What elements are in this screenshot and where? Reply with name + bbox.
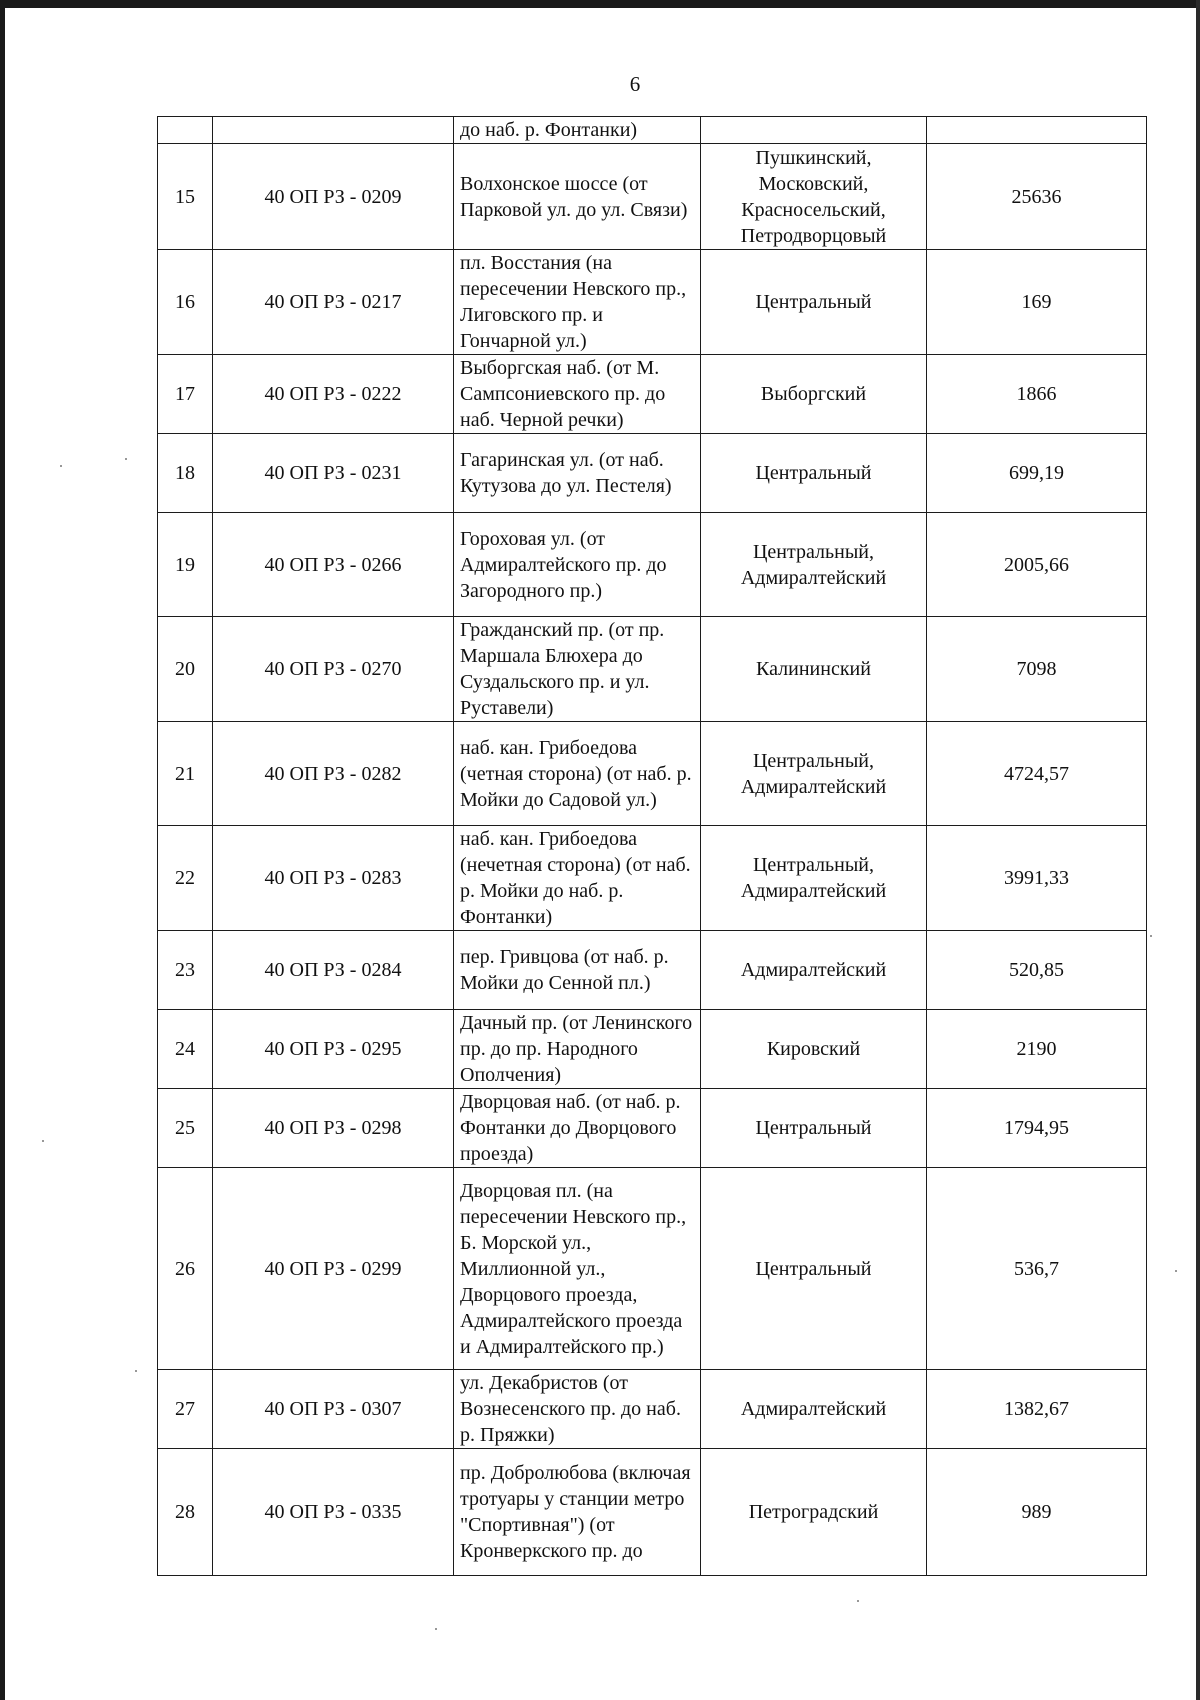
road-description: до наб. р. Фонтанки) (454, 117, 701, 144)
scan-border-left (0, 0, 5, 1700)
road-description: Гражданский пр. (от пр. Маршала Блюхера до Суздальского пр. и ул. Руставели) (454, 617, 701, 722)
road-id: 40 ОП РЗ - 0298 (213, 1089, 454, 1168)
district: Центральный (701, 434, 927, 513)
area-value: 989 (927, 1449, 1147, 1576)
table-row (158, 250, 1147, 355)
road-id (213, 117, 454, 144)
scan-speck (60, 465, 62, 467)
district: Центральный, Адмиралтейский (701, 826, 927, 931)
area-value: 520,85 (927, 931, 1147, 1010)
road-description: наб. кан. Грибоедова (нечетная сторона) (от наб. р. Мойки до наб. р. Фонтанки) (454, 826, 701, 931)
row-number (158, 117, 213, 144)
area-value: 1866 (927, 355, 1147, 434)
table-row (158, 1010, 1147, 1089)
scan-speck (1150, 935, 1152, 937)
area-value: 3991,33 (927, 826, 1147, 931)
area-value: 4724,57 (927, 722, 1147, 826)
road-register-table (157, 116, 1147, 1576)
road-id: 40 ОП РЗ - 0231 (213, 434, 454, 513)
row-number: 28 (158, 1449, 213, 1576)
area-value (927, 117, 1147, 144)
scan-speck (435, 1628, 437, 1630)
district (701, 117, 927, 144)
road-description: ул. Декабристов (от Вознесенского пр. до наб. р. Пряжки) (454, 1370, 701, 1449)
road-description: Выборгская наб. (от М. Сампсониевского пр. до наб. Черной речки) (454, 355, 701, 434)
area-value: 2190 (927, 1010, 1147, 1089)
road-description: Дачный пр. (от Ленинского пр. до пр. Народного Ополчения) (454, 1010, 701, 1089)
road-id: 40 ОП РЗ - 0307 (213, 1370, 454, 1449)
scan-speck (135, 1370, 137, 1372)
table-row (158, 434, 1147, 513)
scan-speck (125, 458, 127, 460)
row-number: 23 (158, 931, 213, 1010)
table-row (158, 931, 1147, 1010)
row-number: 20 (158, 617, 213, 722)
district: Центральный (701, 1168, 927, 1370)
scan-border-top (0, 0, 1200, 8)
area-value: 1382,67 (927, 1370, 1147, 1449)
row-number: 17 (158, 355, 213, 434)
table-row (158, 1168, 1147, 1370)
scan-speck (857, 1600, 859, 1602)
road-id: 40 ОП РЗ - 0270 (213, 617, 454, 722)
road-description: Дворцовая пл. (на пересечении Невского пр., Б. Морской ул., Миллионной ул., Дворцового проезда, Адмиралтейского проезда и Адмиралтейского пр.) (454, 1168, 701, 1370)
road-description: Волхонское шоссе (от Парковой ул. до ул. Связи) (454, 144, 701, 250)
table-row (158, 513, 1147, 617)
district: Центральный, Адмиралтейский (701, 722, 927, 826)
road-description: Дворцовая наб. (от наб. р. Фонтанки до Дворцового проезда) (454, 1089, 701, 1168)
row-number: 25 (158, 1089, 213, 1168)
road-id: 40 ОП РЗ - 0295 (213, 1010, 454, 1089)
district: Выборгский (701, 355, 927, 434)
district: Центральный (701, 250, 927, 355)
road-description: пер. Гривцова (от наб. р. Мойки до Сенной пл.) (454, 931, 701, 1010)
row-number: 22 (158, 826, 213, 931)
scan-speck (1175, 1270, 1177, 1272)
row-number: 26 (158, 1168, 213, 1370)
road-id: 40 ОП РЗ - 0299 (213, 1168, 454, 1370)
row-number: 27 (158, 1370, 213, 1449)
table-row (158, 355, 1147, 434)
road-description: пр. Добролюбова (включая тротуары у станции метро "Спортивная") (от Кронверкского пр. до (454, 1449, 701, 1576)
table-row (158, 117, 1147, 144)
district: Калининский (701, 617, 927, 722)
table-row (158, 1370, 1147, 1449)
district: Центральный, Адмиралтейский (701, 513, 927, 617)
district: Кировский (701, 1010, 927, 1089)
area-value: 7098 (927, 617, 1147, 722)
row-number: 19 (158, 513, 213, 617)
district: Центральный (701, 1089, 927, 1168)
area-value: 169 (927, 250, 1147, 355)
road-description: Гороховая ул. (от Адмиралтейского пр. до Загородного пр.) (454, 513, 701, 617)
table-row (158, 617, 1147, 722)
row-number: 15 (158, 144, 213, 250)
scan-speck (42, 1140, 44, 1142)
table-row (158, 722, 1147, 826)
area-value: 536,7 (927, 1168, 1147, 1370)
table-row (158, 826, 1147, 931)
road-id: 40 ОП РЗ - 0222 (213, 355, 454, 434)
district: Адмиралтейский (701, 1370, 927, 1449)
road-id: 40 ОП РЗ - 0209 (213, 144, 454, 250)
row-number: 18 (158, 434, 213, 513)
road-description: наб. кан. Грибоедова (четная сторона) (от наб. р. Мойки до Садовой ул.) (454, 722, 701, 826)
area-value: 25636 (927, 144, 1147, 250)
road-id: 40 ОП РЗ - 0284 (213, 931, 454, 1010)
road-id: 40 ОП РЗ - 0283 (213, 826, 454, 931)
road-id: 40 ОП РЗ - 0282 (213, 722, 454, 826)
area-value: 2005,66 (927, 513, 1147, 617)
district: Петроградский (701, 1449, 927, 1576)
table-row (158, 144, 1147, 250)
area-value: 699,19 (927, 434, 1147, 513)
scan-border-right (1196, 0, 1200, 1700)
district: Адмиралтейский (701, 931, 927, 1010)
page-number: 6 (629, 72, 641, 96)
row-number: 21 (158, 722, 213, 826)
table-row (158, 1449, 1147, 1576)
table-row (158, 1089, 1147, 1168)
row-number: 16 (158, 250, 213, 355)
road-description: пл. Восстания (на пересечении Невского пр., Лиговского пр. и Гончарной ул.) (454, 250, 701, 355)
road-id: 40 ОП РЗ - 0217 (213, 250, 454, 355)
road-id: 40 ОП РЗ - 0266 (213, 513, 454, 617)
district: Пушкинский, Московский, Красносельский, Петродворцовый (701, 144, 927, 250)
row-number: 24 (158, 1010, 213, 1089)
road-description: Гагаринская ул. (от наб. Кутузова до ул. Пестеля) (454, 434, 701, 513)
area-value: 1794,95 (927, 1089, 1147, 1168)
road-id: 40 ОП РЗ - 0335 (213, 1449, 454, 1576)
